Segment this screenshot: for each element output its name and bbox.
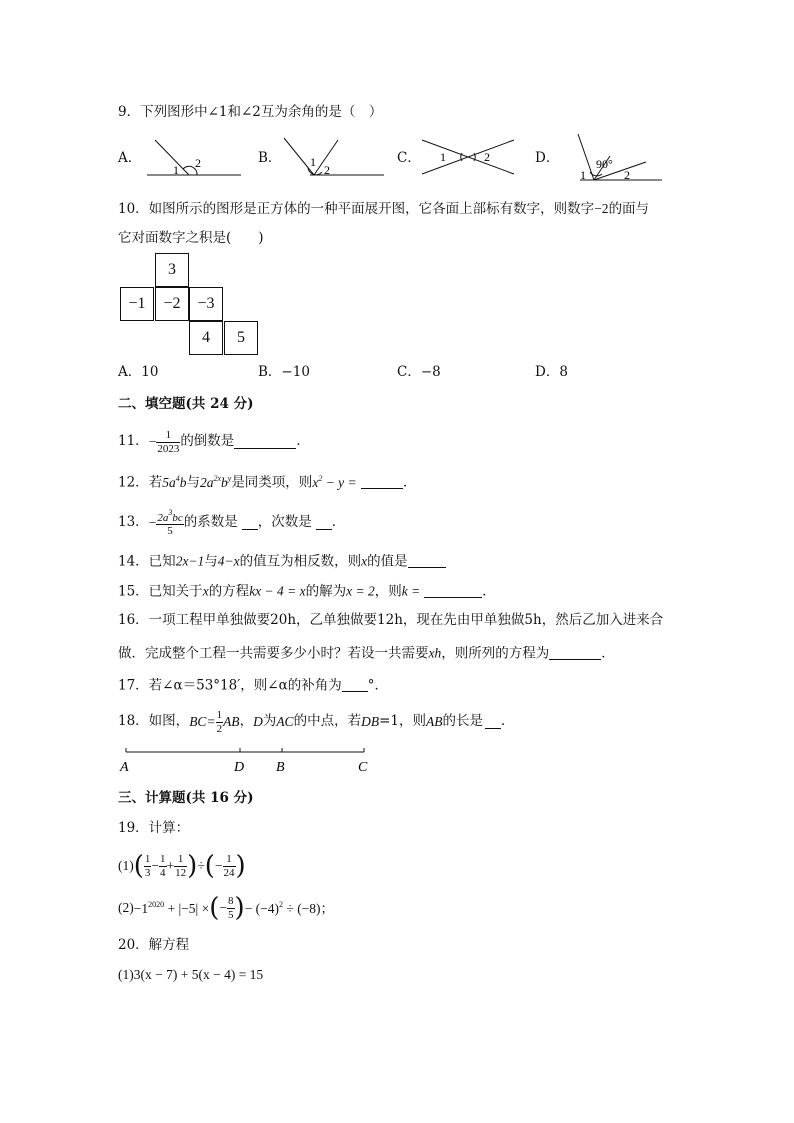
net-cell-4: 4 [189, 321, 223, 355]
q18-rest1: ， [239, 713, 254, 730]
q9-a-angle2: 2 [195, 156, 201, 170]
q10-line1b: 的面与 [608, 201, 650, 217]
q9-figure-d [558, 132, 668, 184]
q10-line1a: 10．如图所示的图形是正方体的一种平面展开图，它各面上部标有数字，则数字 [118, 201, 595, 217]
q18-ab2: AB [425, 714, 443, 730]
q18-rest5: 的长是 [442, 713, 483, 730]
q14-expr2: 4−x [217, 553, 240, 569]
q14 [118, 553, 446, 569]
q18-num: 1 [216, 709, 223, 722]
q18-segment-figure [116, 744, 376, 776]
q17-end: °． [367, 677, 388, 694]
q11-end: ． [296, 433, 310, 450]
q9-a-angle1: 1 [173, 163, 179, 177]
q17 [118, 677, 388, 693]
q14-prefix: 14．已知 [118, 553, 176, 570]
q12-prefix: 12．若 [118, 474, 163, 491]
q9-b-angle1: 1 [310, 155, 316, 169]
q13-suffix: 的系数是 [183, 514, 238, 531]
q15 [118, 583, 496, 599]
q9-d-angle1: 1 [580, 168, 586, 182]
q11-num: 1 [156, 429, 180, 442]
q15-end: ． [482, 583, 496, 600]
q9-c-angle2: 2 [484, 150, 490, 164]
q18-bc: BC= [189, 714, 216, 730]
point-c: C [358, 760, 368, 775]
q10-number: −2 [594, 201, 609, 216]
q13: 13． − $\frac{2a^3bc}{5}$ 的系数是 ，次数是 ． [118, 507, 346, 537]
q18 [118, 705, 514, 739]
q15-prefix: 15．已知关于 [118, 583, 203, 600]
q9-figure-a [145, 134, 245, 182]
q16-end: ． [601, 645, 615, 662]
section2-heading: 二、填空题(共 24 分) [118, 396, 254, 412]
q9-figure-c [418, 136, 518, 178]
q10-option-d: D．8 [535, 364, 568, 380]
q18-prefix: 18．如图， [118, 713, 190, 730]
q10-option-a: A．10 [118, 364, 159, 380]
q18-den: 2 [216, 722, 223, 735]
q11: 11． − $\frac{1}{2023}$ 的倒数是 ． [118, 429, 310, 455]
q19-p1-label: (1) [118, 858, 134, 874]
q9-text: 9．下列图形中∠1和∠2互为余角的是（ ） [118, 104, 383, 120]
q19-p2-label: (2) [118, 900, 134, 916]
q17-text: 17．若∠α＝53°18′，则∠α的补角为 [118, 677, 342, 694]
q16-xh: xh [428, 645, 442, 661]
net-cell-neg3: −3 [189, 287, 223, 321]
q18-rest4: =1，则 [379, 713, 426, 730]
q10-line1 [118, 202, 649, 217]
q15-mid: 的方程 [208, 583, 250, 600]
net-cell-3: 3 [155, 253, 189, 287]
q19-part1: (1) ( $\frac{1}{3}$ − $\frac{1}{4}$ + $\frac{1}{12}$ ) ÷ ( − $\frac{1}{24}$ ) [118, 851, 246, 881]
q19-title: 19．计算： [118, 820, 190, 836]
q12-mid2: 是同类项，则 [231, 474, 313, 491]
q9-c-angle1: 1 [440, 150, 446, 164]
q15-eq: kx − 4 = x [249, 583, 306, 599]
q9-option-b-label: B． [258, 150, 282, 166]
q14-end: 的值是 [367, 553, 408, 570]
section3-heading: 三、计算题(共 16 分) [118, 790, 254, 806]
net-cell-5: 5 [224, 321, 258, 355]
net-cell-neg1: −1 [120, 287, 154, 321]
q20-title: 20．解方程 [118, 937, 190, 953]
q12: 12．若$5a^4b$与$2a^{2x}b^y$是同类项，则$x^2 - y$ = ． [118, 473, 417, 491]
q18-ac: AC [276, 714, 294, 730]
q16-line2 [118, 645, 615, 661]
q12-end: ． [402, 474, 417, 491]
q18-rest2: 为 [262, 713, 277, 730]
q15-var: x [202, 583, 209, 599]
q20-part1: (1)3(x − 7) + 5(x − 4) = 15 [118, 967, 264, 982]
q14-mid: 与 [204, 553, 218, 570]
q16-line1: 16．一项工程甲单独做要20h，乙单独做要12h，现在先由甲单独做5h，然后乙加入进来合 [118, 612, 664, 628]
q9-option-c-label: C． [397, 150, 421, 166]
q16-line2b: ，则所列的方程为 [441, 645, 550, 662]
q13-prefix: 13． [118, 514, 149, 531]
q14-expr1: 2x−1 [175, 553, 205, 569]
q11-prefix: 11． [118, 433, 149, 450]
q18-end: ． [500, 713, 515, 730]
q11-suffix: 的倒数是 [180, 433, 235, 450]
q9-d-angle90: 90° [596, 157, 613, 171]
q14-var: x [361, 553, 368, 569]
q10-option-c: C．−8 [397, 364, 441, 380]
net-cell-neg2: −2 [155, 287, 189, 321]
q15-sol: x = 2 [346, 583, 375, 599]
point-b: B [276, 760, 285, 775]
q10-option-b: B．−10 [258, 364, 310, 380]
q15-k: k = [401, 583, 421, 599]
point-d: D [234, 760, 245, 775]
q13-end: ． [331, 514, 346, 531]
q15-suffix: 的解为 [305, 583, 347, 600]
q12-mid1: 与 [186, 474, 200, 491]
q9-d-angle2: 2 [624, 168, 630, 182]
q9-b-angle2: 2 [324, 163, 330, 177]
q18-ab: AB [223, 714, 240, 730]
q14-suffix: 的值互为相反数，则 [239, 553, 362, 570]
point-a: A [120, 760, 129, 775]
q13-mid: ，次数是 [257, 514, 312, 531]
q18-d: D [253, 714, 263, 730]
q9-figure-b [280, 134, 390, 182]
q9-option-d-label: D． [535, 150, 560, 166]
q18-rest3: 的中点，若 [293, 713, 362, 730]
q18-db: DB [361, 714, 380, 730]
q13-den: 5 [167, 525, 173, 537]
q10-line2: 它对面数字之积是( ) [118, 230, 264, 246]
q11-den: 2023 [157, 442, 180, 455]
q19-part2: (2) $-1^{2020} + |-5|$ × ( − $\frac{8}{5}$ ) − $(-4)^2 \div (-8)$； [118, 893, 335, 923]
q16-line2a: 做．完成整个工程一共需要多少小时？若设一共需要 [118, 645, 429, 662]
q9-option-a-label: A． [118, 150, 142, 166]
q15-then: ，则 [374, 583, 402, 600]
